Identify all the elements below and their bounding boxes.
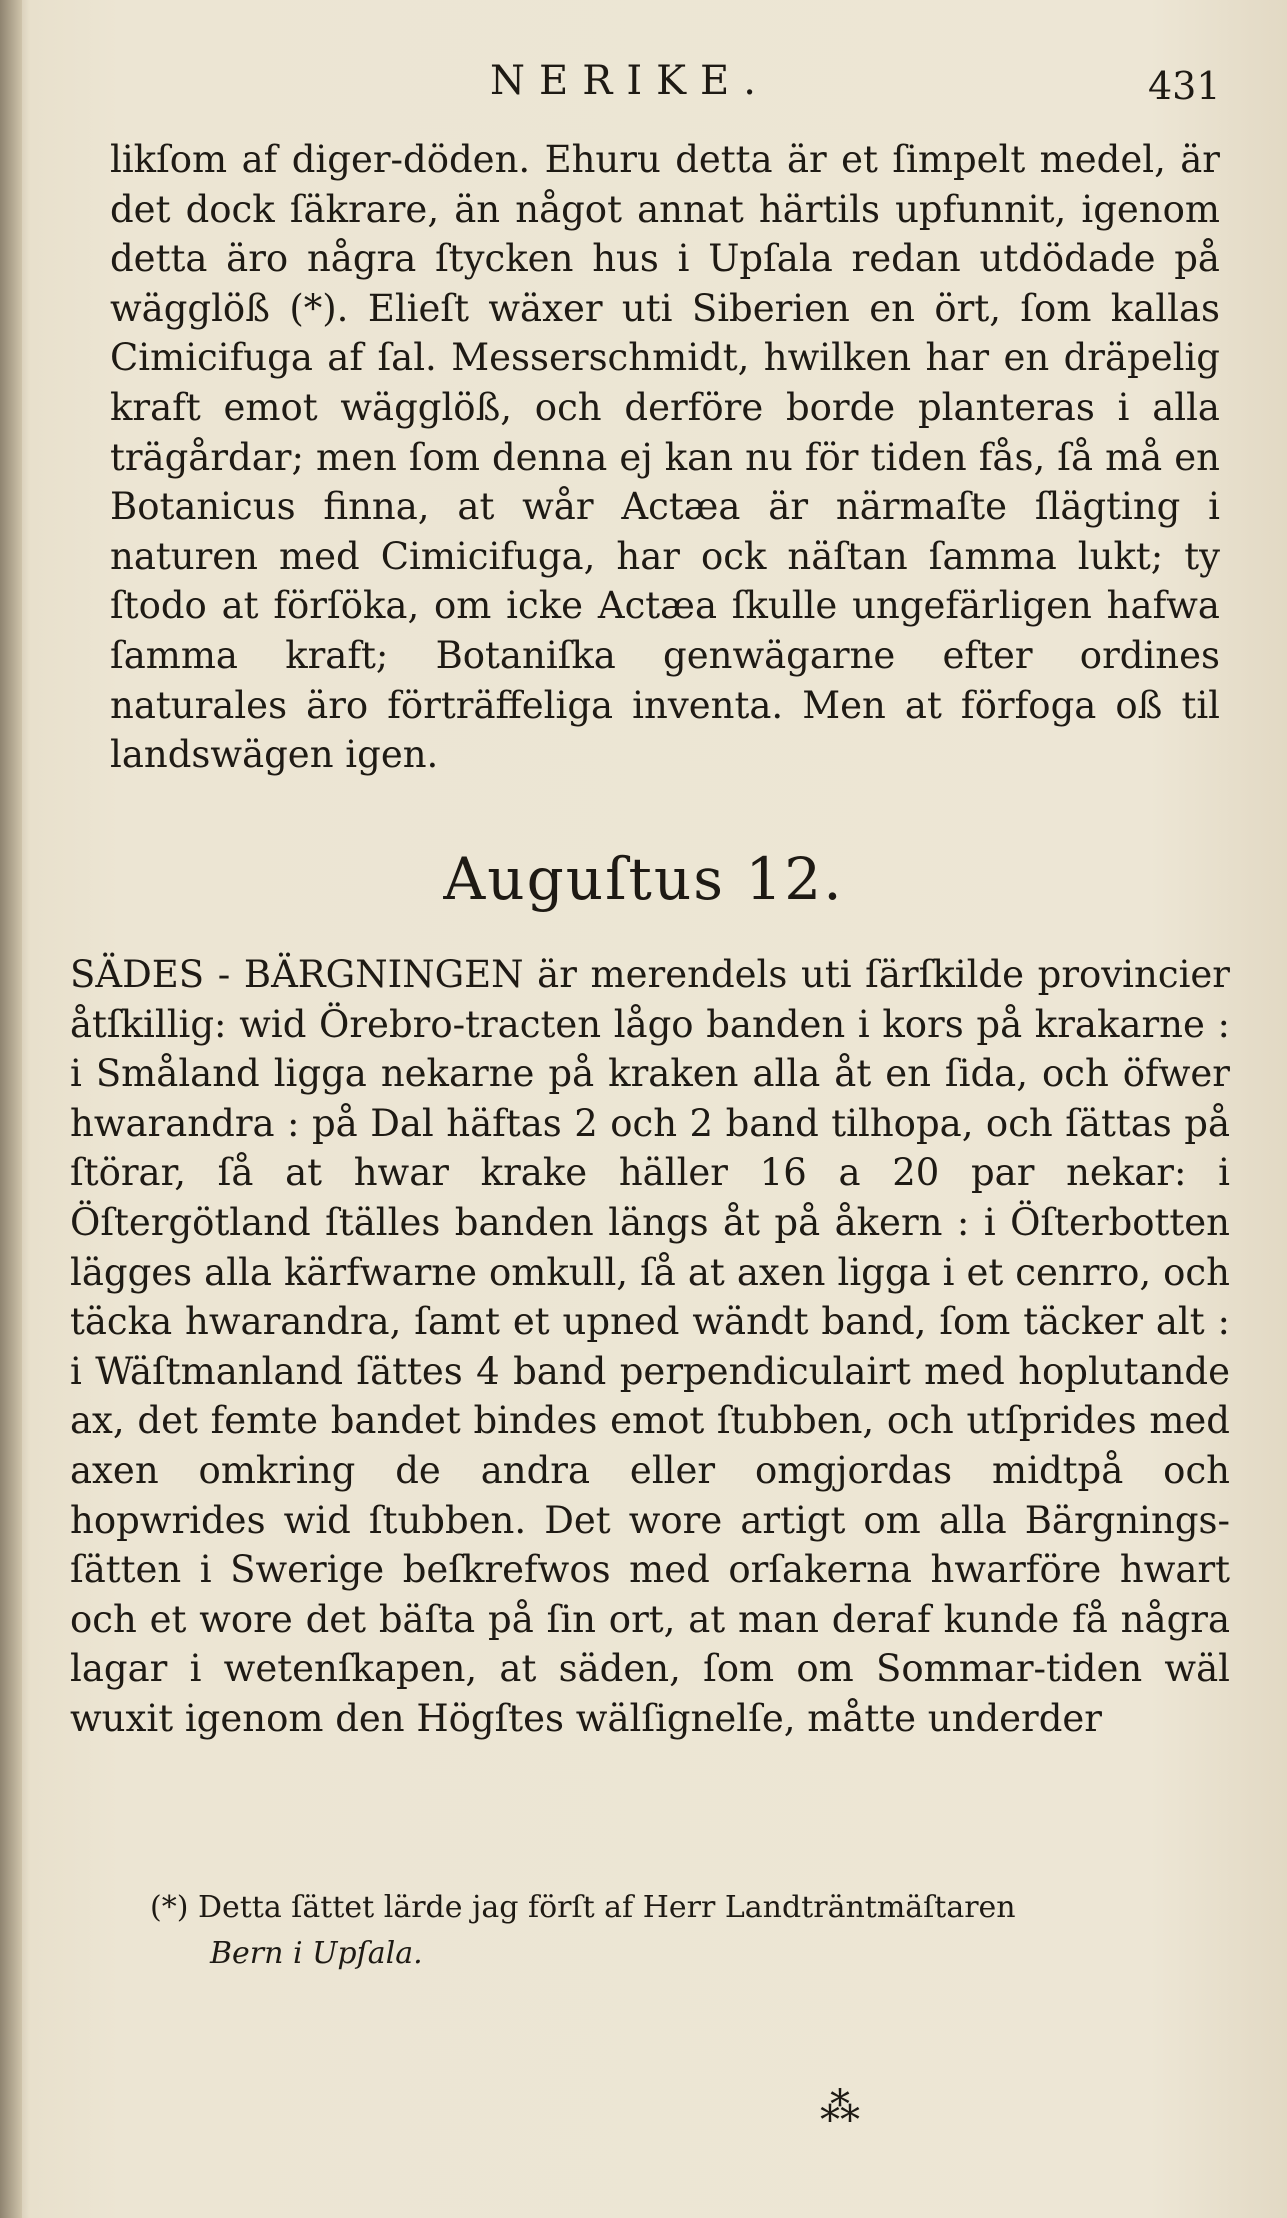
printer-ornament: ⁂ — [820, 2085, 860, 2131]
body-text — [110, 135, 1220, 780]
footnote — [150, 1885, 1230, 1977]
section-text — [70, 950, 1230, 1744]
page-gutter — [0, 0, 22, 2218]
footnote-line: (*) Detta ſättet lärde jag förſt af Herr Landträntmäſtaren — [150, 1890, 1016, 1925]
paragraph: likſom af diger-döden. Ehuru detta är et ſimpelt medel, är det dock ſäkrare, än något annat härtils upfunnit, igenom detta äro några ſtycken hus i Upſala redan utdödade på wägglöß (*). Elieſt wäxer uti Siberien en ört, ſom kallas Cimicifuga af ſal. Messerschmidt, hwilken har en dräpelig kraft emot wägglöß, och derföre borde planteras i alla trägårdar; men ſom denna ej kan nu för tiden fås, ſå må en Botanicus finna, at wår Actæa är närmaſte ſlägting i naturen med Cimicifuga, har ock näſtan ſamma lukt; ty ſtodo at förſöka, om icke Actæa ſkulle ungefärligen hafwa ſamma kraft; Botaniſka genwägarne efter ordines naturales äro förträffeliga inventa. Men at förfoga oß til landswägen igen. — [110, 138, 1220, 777]
page-number: 431 — [1148, 64, 1221, 108]
running-title: NERIKE. — [490, 58, 770, 104]
running-head — [0, 58, 1287, 118]
paragraph: SÄDES - BÄRGNINGEN är merendels uti ſärſkilde provincier åtſkillig: wid Örebro-tracten lågo banden i kors på krakarne : i Småland ligga nekarne på kraken alla åt en ſida, och öfwer hwarandra : på Dal häftas 2 och 2 band tilhopa, och ſättas på ſtörar, ſå at hwar krake häller 16 a 20 par nekar: i Öſtergötland ſtälles banden längs åt på åkern : i Öſterbotten lägges alla kärfwarne omkull, ſå at axen ligga i et cenrro, och täcka hwarandra, ſamt et upned wändt band, ſom täcker alt : i Wäſtmanland ſättes 4 band perpendiculairt med hoplutande ax, det femte bandet bindes emot ſtubben, och utſprides med axen omkring de andra eller omgjordas midtpå och hopwrides wid ſtubben. Det wore artigt om alla Bärgnings-ſätten i Swerige beſkrefwos med orſakerna hwarföre hwart och et wore det bäſta på ſin ort, at man deraf kunde få några lagar i wetenſkapen, at säden, ſom om Sommar-tiden wäl wuxit igenom den Högſtes wälſignelſe, måtte underder — [70, 953, 1230, 1740]
section-heading: Auguſtus 12. — [443, 845, 844, 913]
footnote-line: Bern i Upſala. — [210, 1936, 423, 1971]
